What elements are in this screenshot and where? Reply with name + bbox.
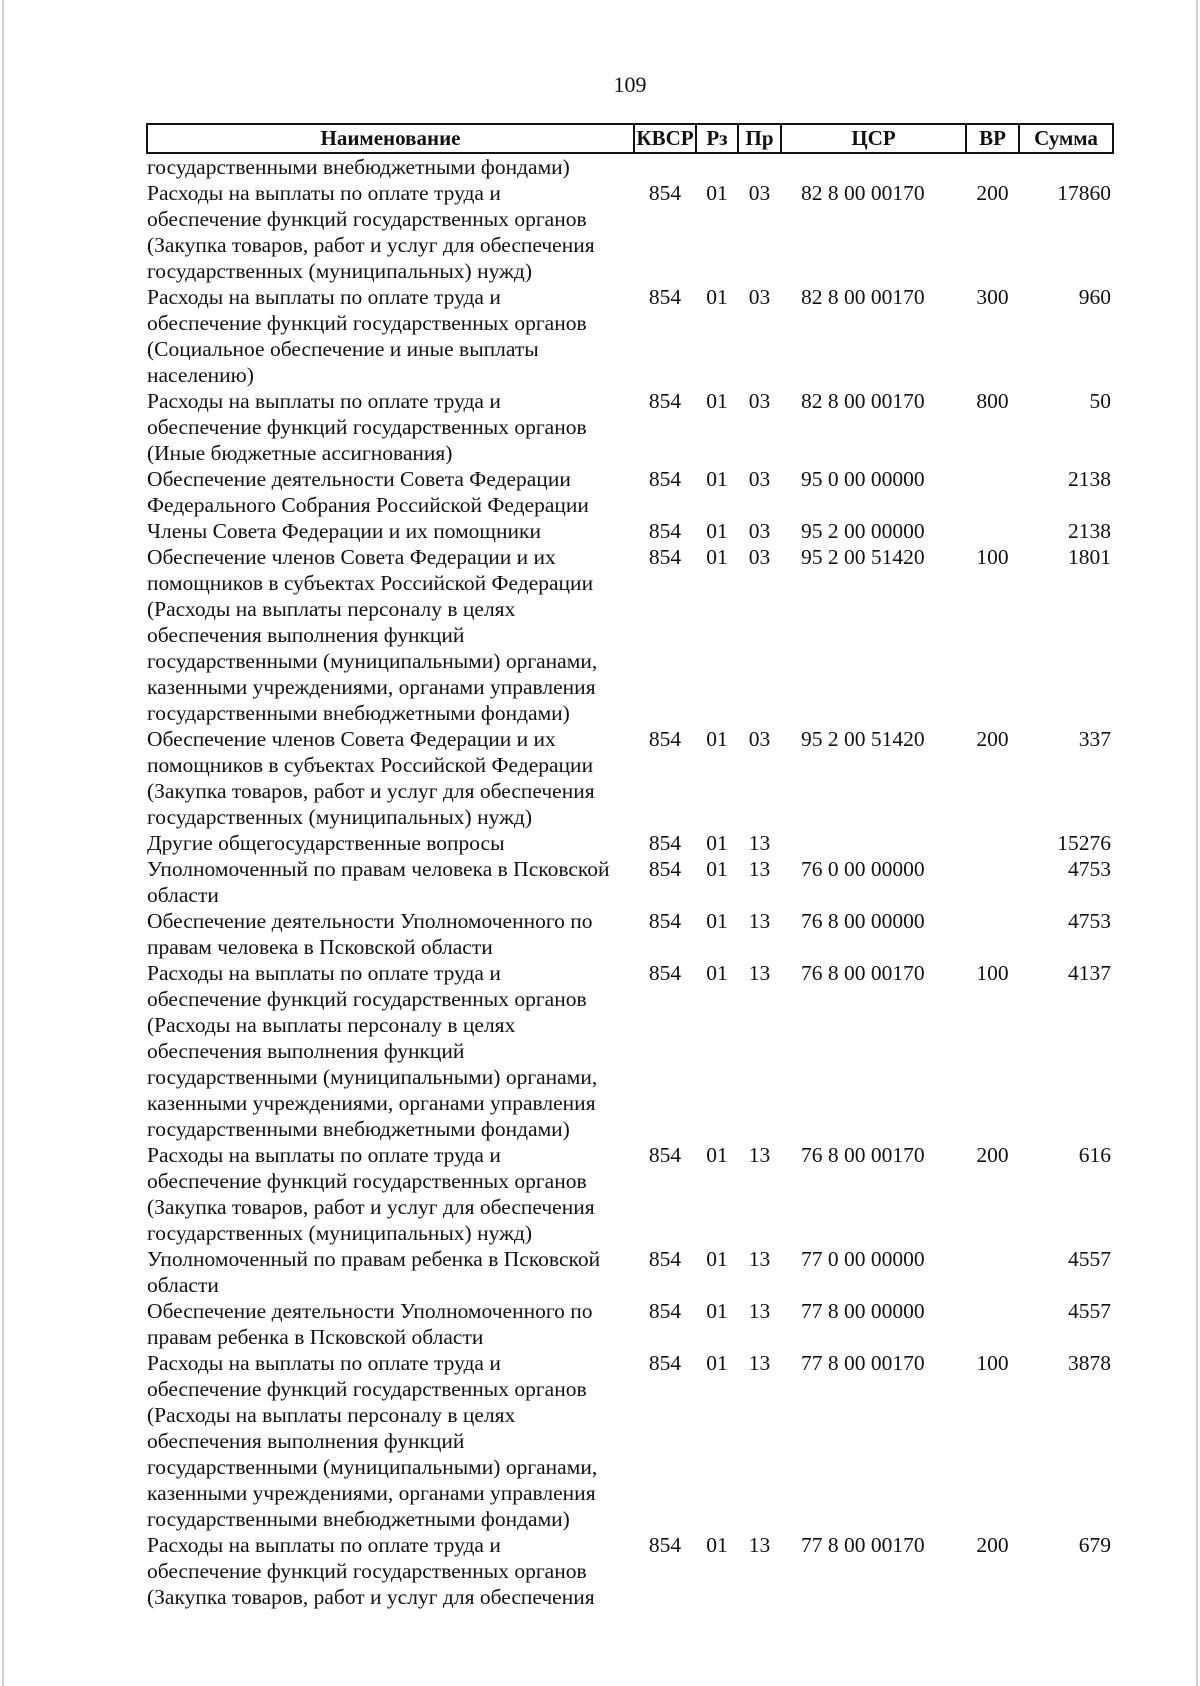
name-line: Другие общегосударственные вопросы [147, 831, 505, 855]
header-name: Наименование [147, 124, 634, 153]
name-line: (Закупка товаров, работ и услуг для обеспечения [147, 1585, 595, 1609]
cell-sum: 1801 [1068, 545, 1111, 569]
cell-pr: 13 [748, 961, 771, 985]
cell-rz: 01 [706, 389, 728, 413]
name-line: государственных (муниципальных) нужд) [147, 259, 533, 283]
table-row [147, 1532, 1113, 1610]
cell-pr: 03 [748, 727, 771, 751]
cell-pr [738, 153, 781, 180]
cell-pr: 13 [748, 1533, 771, 1557]
name-line: обеспечение функций государственных органов [147, 415, 587, 439]
cell-sum: 17860 [1057, 181, 1111, 205]
cell-pr: 13 [748, 1143, 771, 1167]
name-line: (Социальное обеспечение и иные выплаты [147, 337, 539, 361]
table-row [147, 726, 1113, 830]
cell-vr: 100 [976, 961, 1009, 985]
name-line: государственными внебюджетными фондами) [147, 1117, 570, 1141]
name-line: Обеспечение членов Совета Федерации и их [147, 545, 556, 569]
header-csr: ЦСР [781, 124, 966, 153]
cell-csr: 95 2 00 51420 [801, 545, 925, 569]
cell-csr: 77 8 00 00000 [801, 1299, 925, 1323]
cell-name [147, 726, 634, 830]
cell-csr: 76 0 00 00000 [801, 857, 925, 881]
name-line: обеспечение функций государственных органов [147, 207, 587, 231]
cell-kvsr: 854 [648, 519, 682, 543]
name-line: Расходы на выплаты по оплате труда и [147, 285, 501, 309]
name-line: обеспечения выполнения функций [147, 1039, 465, 1063]
header-vr: ВР [966, 124, 1019, 153]
name-line: Обеспечение деятельности Совета Федерации [147, 467, 571, 491]
cell-kvsr: 854 [648, 1533, 682, 1557]
name-line: Члены Совета Федерации и их помощники [147, 519, 541, 543]
name-line: Расходы на выплаты по оплате труда и [147, 961, 501, 985]
header-rz: Рз [696, 124, 738, 153]
cell-kvsr: 854 [648, 467, 682, 491]
name-line: Обеспечение деятельности Уполномоченного по [147, 1299, 593, 1323]
cell-pr: 13 [748, 857, 771, 881]
name-line: Федерального Собрания Российской Федерации [147, 493, 589, 517]
cell-kvsr: 854 [648, 389, 682, 413]
cell-sum: 4137 [1068, 961, 1111, 985]
cell-csr: 82 8 00 00170 [801, 389, 925, 413]
name-line: казенными учреждениями, органами управления [147, 675, 596, 699]
cell-pr: 13 [748, 1299, 771, 1323]
name-line: (Закупка товаров, работ и услуг для обеспечения [147, 1195, 595, 1219]
cell-name [147, 1298, 634, 1350]
cell-csr: 76 8 00 00000 [801, 909, 925, 933]
cell-sum: 3878 [1068, 1351, 1111, 1375]
cell-sum: 4753 [1068, 857, 1111, 881]
cell-sum: 960 [1078, 285, 1111, 309]
scan-right-edge [1196, 0, 1198, 1686]
cell-name [147, 388, 634, 466]
table-row [147, 856, 1113, 908]
cell-vr: 200 [976, 1533, 1009, 1557]
cell-kvsr: 854 [648, 1143, 682, 1167]
table-row [147, 960, 1113, 1142]
cell-name [147, 1246, 634, 1298]
cell-vr [966, 466, 1019, 518]
cell-pr: 03 [748, 285, 771, 309]
cell-rz: 01 [706, 1299, 728, 1323]
cell-rz: 01 [706, 909, 728, 933]
cell-pr: 03 [748, 389, 771, 413]
name-line: Уполномоченный по правам ребенка в Псковской [147, 1247, 601, 1271]
cell-rz: 01 [706, 1143, 728, 1167]
cell-sum: 15276 [1057, 831, 1111, 855]
cell-sum: 337 [1078, 727, 1111, 751]
cell-kvsr: 854 [648, 831, 682, 855]
table-row [147, 388, 1113, 466]
cell-sum: 50 [1089, 389, 1111, 413]
name-line: обеспечение функций государственных органов [147, 311, 587, 335]
name-line: Расходы на выплаты по оплате труда и [147, 181, 501, 205]
cell-rz: 01 [706, 857, 728, 881]
cell-csr: 95 0 00 00000 [801, 467, 925, 491]
name-line: государственными (муниципальными) органами, [147, 649, 598, 673]
cell-sum: 679 [1078, 1533, 1111, 1557]
name-line: государственными внебюджетными фондами) [147, 155, 570, 179]
table-row [147, 1142, 1113, 1246]
cell-rz: 01 [706, 727, 728, 751]
cell-kvsr: 854 [648, 1247, 682, 1271]
name-line: Расходы на выплаты по оплате труда и [147, 1351, 501, 1375]
name-line: помощников в субъектах Российской Федерации [147, 571, 594, 595]
cell-vr [966, 1246, 1019, 1298]
cell-rz: 01 [706, 1533, 728, 1557]
page-number: 109 [613, 72, 647, 97]
cell-sum: 616 [1078, 1143, 1111, 1167]
cell-name [147, 180, 634, 284]
cell-name [147, 908, 634, 960]
cell-vr: 800 [976, 389, 1009, 413]
table-row [147, 1298, 1113, 1350]
table-row [147, 284, 1113, 388]
cell-kvsr: 854 [648, 1299, 682, 1323]
cell-pr: 03 [748, 467, 771, 491]
name-line: государственными (муниципальными) органами, [147, 1455, 598, 1479]
name-line: (Закупка товаров, работ и услуг для обеспечения [147, 779, 595, 803]
name-line: Расходы на выплаты по оплате труда и [147, 389, 501, 413]
cell-csr [781, 153, 966, 180]
name-line: государственными (муниципальными) органами, [147, 1065, 598, 1089]
name-line: населению) [147, 363, 254, 387]
name-line: (Расходы на выплаты персоналу в целях [147, 1403, 516, 1427]
cell-rz: 01 [706, 467, 728, 491]
name-line: обеспечения выполнения функций [147, 623, 465, 647]
cell-pr: 13 [748, 909, 771, 933]
cell-name [147, 544, 634, 726]
cell-vr: 200 [976, 181, 1009, 205]
name-line: области [147, 1273, 219, 1297]
cell-name [147, 1350, 634, 1532]
cell-pr: 13 [748, 831, 771, 855]
name-line: казенными учреждениями, органами управления [147, 1481, 596, 1505]
name-line: правам человека в Псковской области [147, 935, 493, 959]
cell-kvsr: 854 [648, 727, 682, 751]
name-line: обеспечение функций государственных органов [147, 1169, 587, 1193]
table-row [147, 180, 1113, 284]
table-row [147, 1350, 1113, 1532]
header-sum: Сумма [1019, 124, 1113, 153]
cell-csr [781, 830, 966, 856]
name-line: Обеспечение членов Совета Федерации и их [147, 727, 556, 751]
cell-name [147, 1142, 634, 1246]
table-row [147, 830, 1113, 856]
name-line: Уполномоченный по правам человека в Псковской [147, 857, 610, 881]
cell-name [147, 856, 634, 908]
cell-name [147, 153, 634, 180]
name-line: помощников в субъектах Российской Федерации [147, 753, 594, 777]
table-row [147, 1246, 1113, 1298]
cell-rz: 01 [706, 961, 728, 985]
name-line: (Закупка товаров, работ и услуг для обеспечения [147, 233, 595, 257]
name-line: Обеспечение деятельности Уполномоченного по [147, 909, 593, 933]
name-line: обеспечение функций государственных органов [147, 1377, 587, 1401]
scan-left-edge [2, 0, 4, 1686]
cell-vr [966, 856, 1019, 908]
table-row [147, 908, 1113, 960]
cell-pr: 03 [748, 545, 771, 569]
name-line: (Расходы на выплаты персоналу в целях [147, 597, 516, 621]
cell-csr: 82 8 00 00170 [801, 181, 925, 205]
name-line: государственных (муниципальных) нужд) [147, 1221, 533, 1245]
cell-kvsr: 854 [648, 181, 682, 205]
cell-kvsr: 854 [648, 285, 682, 309]
cell-sum [1019, 153, 1113, 180]
cell-vr: 100 [976, 545, 1009, 569]
cell-vr: 200 [976, 1143, 1009, 1167]
cell-csr: 77 8 00 00170 [801, 1351, 925, 1375]
table-body [147, 153, 1113, 1610]
cell-rz: 01 [706, 831, 728, 855]
cell-rz [696, 153, 738, 180]
cell-name [147, 830, 634, 856]
name-line: государственными внебюджетными фондами) [147, 701, 570, 725]
cell-rz: 01 [706, 181, 728, 205]
cell-name [147, 284, 634, 388]
cell-sum: 4753 [1068, 909, 1111, 933]
cell-kvsr: 854 [648, 909, 682, 933]
name-line: государственных (муниципальных) нужд) [147, 805, 533, 829]
cell-csr: 76 8 00 00170 [801, 1143, 925, 1167]
cell-kvsr: 854 [648, 961, 682, 985]
cell-kvsr: 854 [648, 857, 682, 881]
name-line: правам ребенка в Псковской области [147, 1325, 484, 1349]
cell-sum: 4557 [1068, 1299, 1111, 1323]
cell-pr: 13 [748, 1247, 771, 1271]
cell-csr: 76 8 00 00170 [801, 961, 925, 985]
cell-name [147, 466, 634, 518]
cell-csr: 77 0 00 00000 [801, 1247, 925, 1271]
cell-vr: 200 [976, 727, 1009, 751]
name-line: казенными учреждениями, органами управления [147, 1091, 596, 1115]
cell-kvsr: 854 [648, 1351, 682, 1375]
cell-name [147, 518, 634, 544]
name-line: области [147, 883, 219, 907]
cell-name [147, 1532, 634, 1610]
table-header [147, 124, 1113, 153]
cell-rz: 01 [706, 519, 728, 543]
cell-rz: 01 [706, 1351, 728, 1375]
cell-kvsr [634, 153, 696, 180]
cell-pr: 13 [748, 1351, 771, 1375]
cell-csr: 95 2 00 51420 [801, 727, 925, 751]
cell-sum: 2138 [1068, 467, 1111, 491]
table-row [147, 518, 1113, 544]
cell-csr: 95 2 00 00000 [801, 519, 925, 543]
cell-vr [966, 1298, 1019, 1350]
cell-name [147, 960, 634, 1142]
budget-table [146, 123, 1114, 1610]
cell-csr: 77 8 00 00170 [801, 1533, 925, 1557]
cell-kvsr: 854 [648, 545, 682, 569]
cell-sum: 4557 [1068, 1247, 1111, 1271]
header-kvsr: КВСР [634, 124, 696, 153]
cell-rz: 01 [706, 285, 728, 309]
name-line: (Расходы на выплаты персоналу в целях [147, 1013, 516, 1037]
cell-rz: 01 [706, 545, 728, 569]
header-pr: Пр [738, 124, 781, 153]
name-line: обеспечение функций государственных органов [147, 1559, 587, 1583]
cell-rz: 01 [706, 1247, 728, 1271]
cell-csr: 82 8 00 00170 [801, 285, 925, 309]
name-line: обеспечения выполнения функций [147, 1429, 465, 1453]
cell-vr [966, 153, 1019, 180]
cell-vr [966, 830, 1019, 856]
cell-sum: 2138 [1068, 519, 1111, 543]
table-row [147, 466, 1113, 518]
cell-vr: 100 [976, 1351, 1009, 1375]
name-line: (Иные бюджетные ассигнования) [147, 441, 453, 465]
table-row [147, 544, 1113, 726]
name-line: обеспечение функций государственных органов [147, 987, 587, 1011]
name-line: Расходы на выплаты по оплате труда и [147, 1143, 501, 1167]
name-line: государственными внебюджетными фондами) [147, 1507, 570, 1531]
cell-vr: 300 [976, 285, 1009, 309]
cell-vr [966, 518, 1019, 544]
cell-vr [966, 908, 1019, 960]
cell-pr: 03 [748, 519, 771, 543]
cell-pr: 03 [748, 181, 771, 205]
name-line: Расходы на выплаты по оплате труда и [147, 1533, 501, 1557]
table-row [147, 153, 1113, 180]
